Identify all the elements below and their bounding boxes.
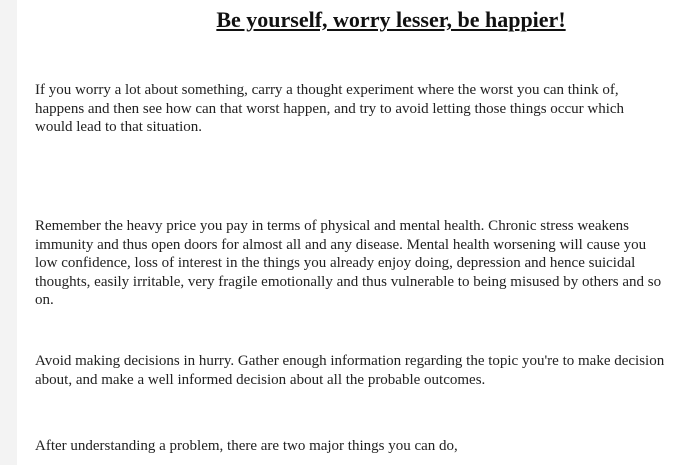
paragraph-worst-case: If you worry a lot about something, carry a thought experiment where the worst you can think of, happens and then see how can that worst happen, and try to avoid letting those things occur which would lead to that situation.	[35, 82, 625, 135]
paragraph-health-price: Remember the heavy price you pay in terms of physical and mental health. Chronic stress weakens immunity and thus open doors for almost all and any disease. Mental health worsening will cause you low confidence, loss of interest in the things you already enjoy doing, depression and hence suicidal thoughts, easily irritable, very fragile emotionally and thus vulnerable to being misused by others and so on.	[35, 218, 662, 308]
page-title: Be yourself, worry lesser, be happier!	[216, 7, 566, 32]
left-gutter	[0, 0, 17, 465]
paragraph-decisions: Avoid making decisions in hurry. Gather enough information regarding the topic you're to make decision about, and make a well informed decision about all the probable outcomes.	[35, 353, 665, 388]
paragraph-problem: After understanding a problem, there are two major things you can do,	[35, 438, 458, 454]
